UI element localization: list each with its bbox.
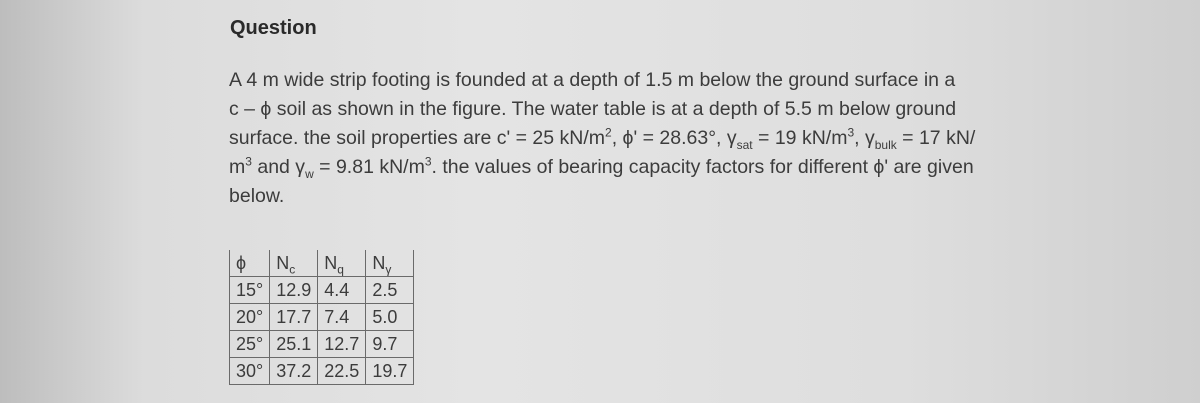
header-nc: $N_c$	[270, 250, 318, 277]
question-line-2: c – ϕ soil as shown in the figure. The water table is at a depth of 5.5 m below ground	[229, 98, 957, 120]
sup-2: 2	[605, 125, 612, 140]
text-and-gamma: and γ	[251, 156, 306, 178]
cell-phi: 25°	[230, 331, 270, 358]
cell-ngamma: 9.7	[366, 331, 414, 358]
cell-ngamma: 5.0	[366, 304, 414, 331]
text-gamma-bulk: = 17 kN/	[896, 127, 976, 149]
table-header-row	[230, 250, 414, 277]
header-ngamma: $N_\gamma$	[366, 250, 414, 277]
sub-w: w	[305, 166, 314, 181]
cell-ngamma: 2.5	[366, 277, 414, 304]
text-gamma-w: = 9.81 kN/m	[313, 156, 425, 178]
text-gamma: , γ	[854, 127, 875, 149]
cell-nc: 25.1	[270, 331, 318, 358]
bearing-capacity-table	[229, 250, 414, 385]
cell-nc: 17.7	[270, 304, 318, 331]
sub-bulk: bulk	[874, 137, 897, 152]
cell-phi: 15°	[230, 277, 270, 304]
text-gamma-sat: = 19 kN/m	[752, 127, 848, 149]
question-text	[229, 66, 1089, 211]
table-row	[230, 277, 414, 304]
header-phi: ϕ	[230, 250, 270, 277]
cell-phi: 30°	[230, 358, 270, 385]
cell-nq: 7.4	[318, 304, 366, 331]
cell-nq: 4.4	[318, 277, 366, 304]
question-heading: Question	[230, 17, 317, 39]
question-line-5: below.	[229, 185, 285, 207]
cell-ngamma: 19.7	[366, 358, 414, 385]
table-row	[230, 304, 414, 331]
cell-nc: 37.2	[270, 358, 318, 385]
sup-3b: 3	[245, 154, 252, 169]
question-line-4	[229, 153, 1089, 182]
sub-sat: sat	[736, 137, 753, 152]
text-m: m	[229, 156, 246, 178]
cell-nq: 22.5	[318, 358, 366, 385]
table-row	[230, 331, 414, 358]
question-line-3	[229, 124, 1089, 153]
sup-3c: 3	[424, 154, 432, 169]
cell-phi: 20°	[230, 304, 270, 331]
text-friction-angle: , ϕ' = 28.63°, γ	[611, 127, 737, 149]
sup-3: 3	[847, 125, 855, 140]
cell-nq: 12.7	[318, 331, 366, 358]
question-line-1: A 4 m wide strip footing is founded at a depth of 1.5 m below the ground surface in a	[229, 69, 956, 91]
table-row	[230, 358, 414, 385]
header-nq: $N_q$	[318, 250, 366, 277]
cell-nc: 12.9	[270, 277, 318, 304]
text-factors-intro: . the values of bearing capacity factors for different ϕ' are given	[431, 156, 974, 178]
text-cohesion: surface. the soil properties are c' = 25 kN/m	[229, 127, 606, 149]
